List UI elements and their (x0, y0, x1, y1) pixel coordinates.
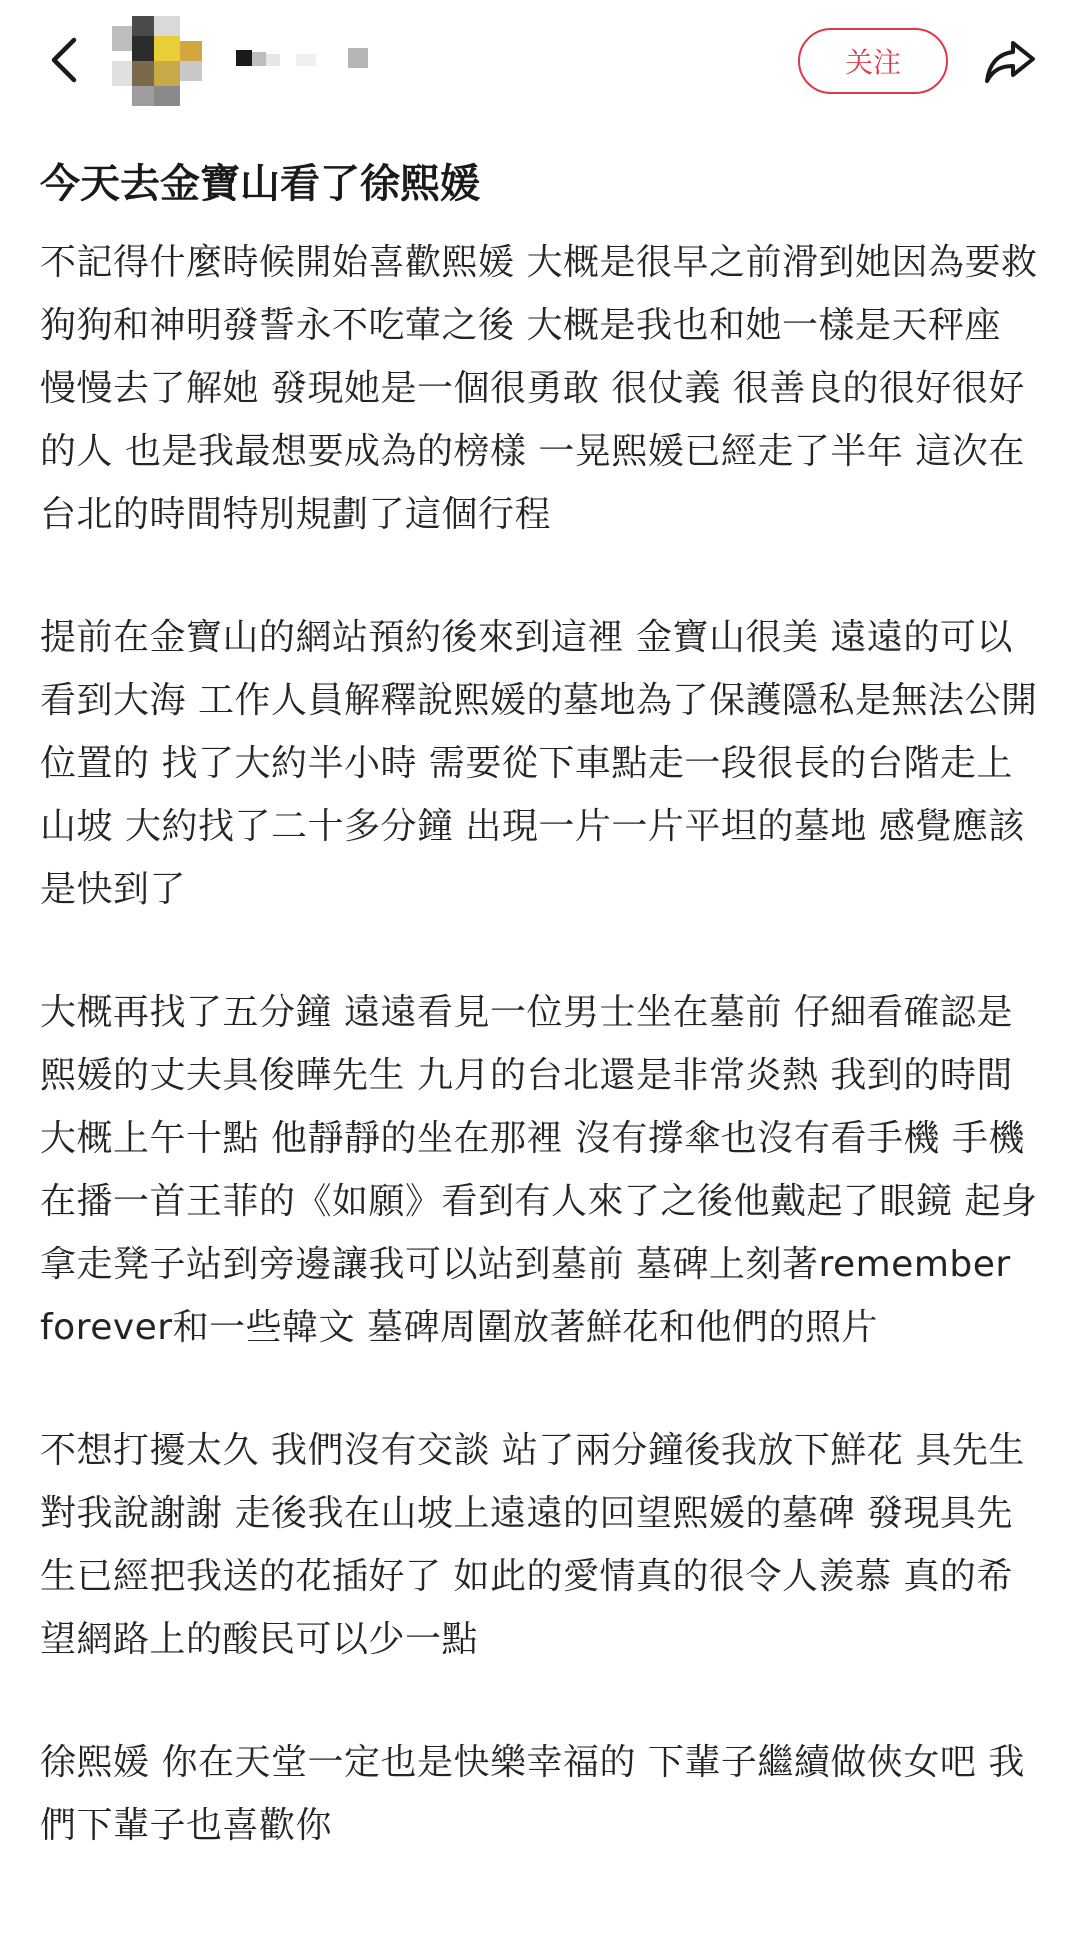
top-bar (0, 0, 1080, 130)
follow-button[interactable]: 关注 (798, 28, 948, 94)
share-arrow-icon (983, 39, 1037, 85)
post-paragraph: 不想打擾太久 我們沒有交談 站了兩分鐘後我放下鮮花 具先生對我說謝謝 走後我在山坡上遠遠的回望熙媛的墓碑 發現具先生已經把我送的花插好了 如此的愛情真的很令人羨慕 真的希望網路上的酸民可以少一點 (40, 1430, 1025, 1660)
pixelated-username-image (236, 46, 376, 72)
post-paragraph: 不記得什麼時候開始喜歡熙媛 大概是很早之前滑到她因為要救狗狗和神明發誓永不吃葷之後 大概是我也和她一樣是天秤座 慢慢去了解她 發現她是一個很勇敢 很仗義 很善良的很好很好的人 也是我最想要成為的榜樣 一晃熙媛已經走了半年 這次在台北的時間特別規劃了這個行程 (40, 242, 1038, 535)
back-button[interactable] (38, 30, 88, 90)
pixelated-avatar-image (112, 16, 202, 106)
post-paragraph: 大概再找了五分鐘 遠遠看見一位男士坐在墓前 仔細看確認是熙媛的丈夫具俊曄先生 九月的台北還是非常炎熱 我到的時間大概上午十點 他靜靜的坐在那裡 沒有撐傘也沒有看手機 手機在播一首王菲的《如願》看到有人來了之後他戴起了眼鏡 起身拿走凳子站到旁邊讓我可以站到墓前 墓碑上刻著remember forever和一些韓文 墓碑周圍放著鮮花和他們的照片 (40, 992, 1038, 1348)
username-blurred[interactable] (236, 46, 376, 72)
avatar[interactable] (112, 16, 202, 106)
share-button[interactable] (980, 32, 1040, 92)
chevron-left-icon (48, 36, 78, 84)
post-paragraph: 提前在金寶山的網站預約後來到這裡 金寶山很美 遠遠的可以看到大海 工作人員解釋說熙媛的墓地為了保護隱私是無法公開位置的 找了大約半小時 需要從下車點走一段很長的台階走上山坡 大約找了二十多分鐘 出現一片一片平坦的墓地 感覺應該是快到了 (40, 617, 1038, 910)
post-title: 今天去金寶山看了徐熙媛 (40, 161, 480, 207)
post-content (40, 155, 1045, 1917)
post-paragraph: 徐熙媛 你在天堂一定也是快樂幸福的 下輩子繼續做俠女吧 我們下輩子也喜歡你 (40, 1742, 1025, 1846)
post-body (40, 231, 1045, 1857)
